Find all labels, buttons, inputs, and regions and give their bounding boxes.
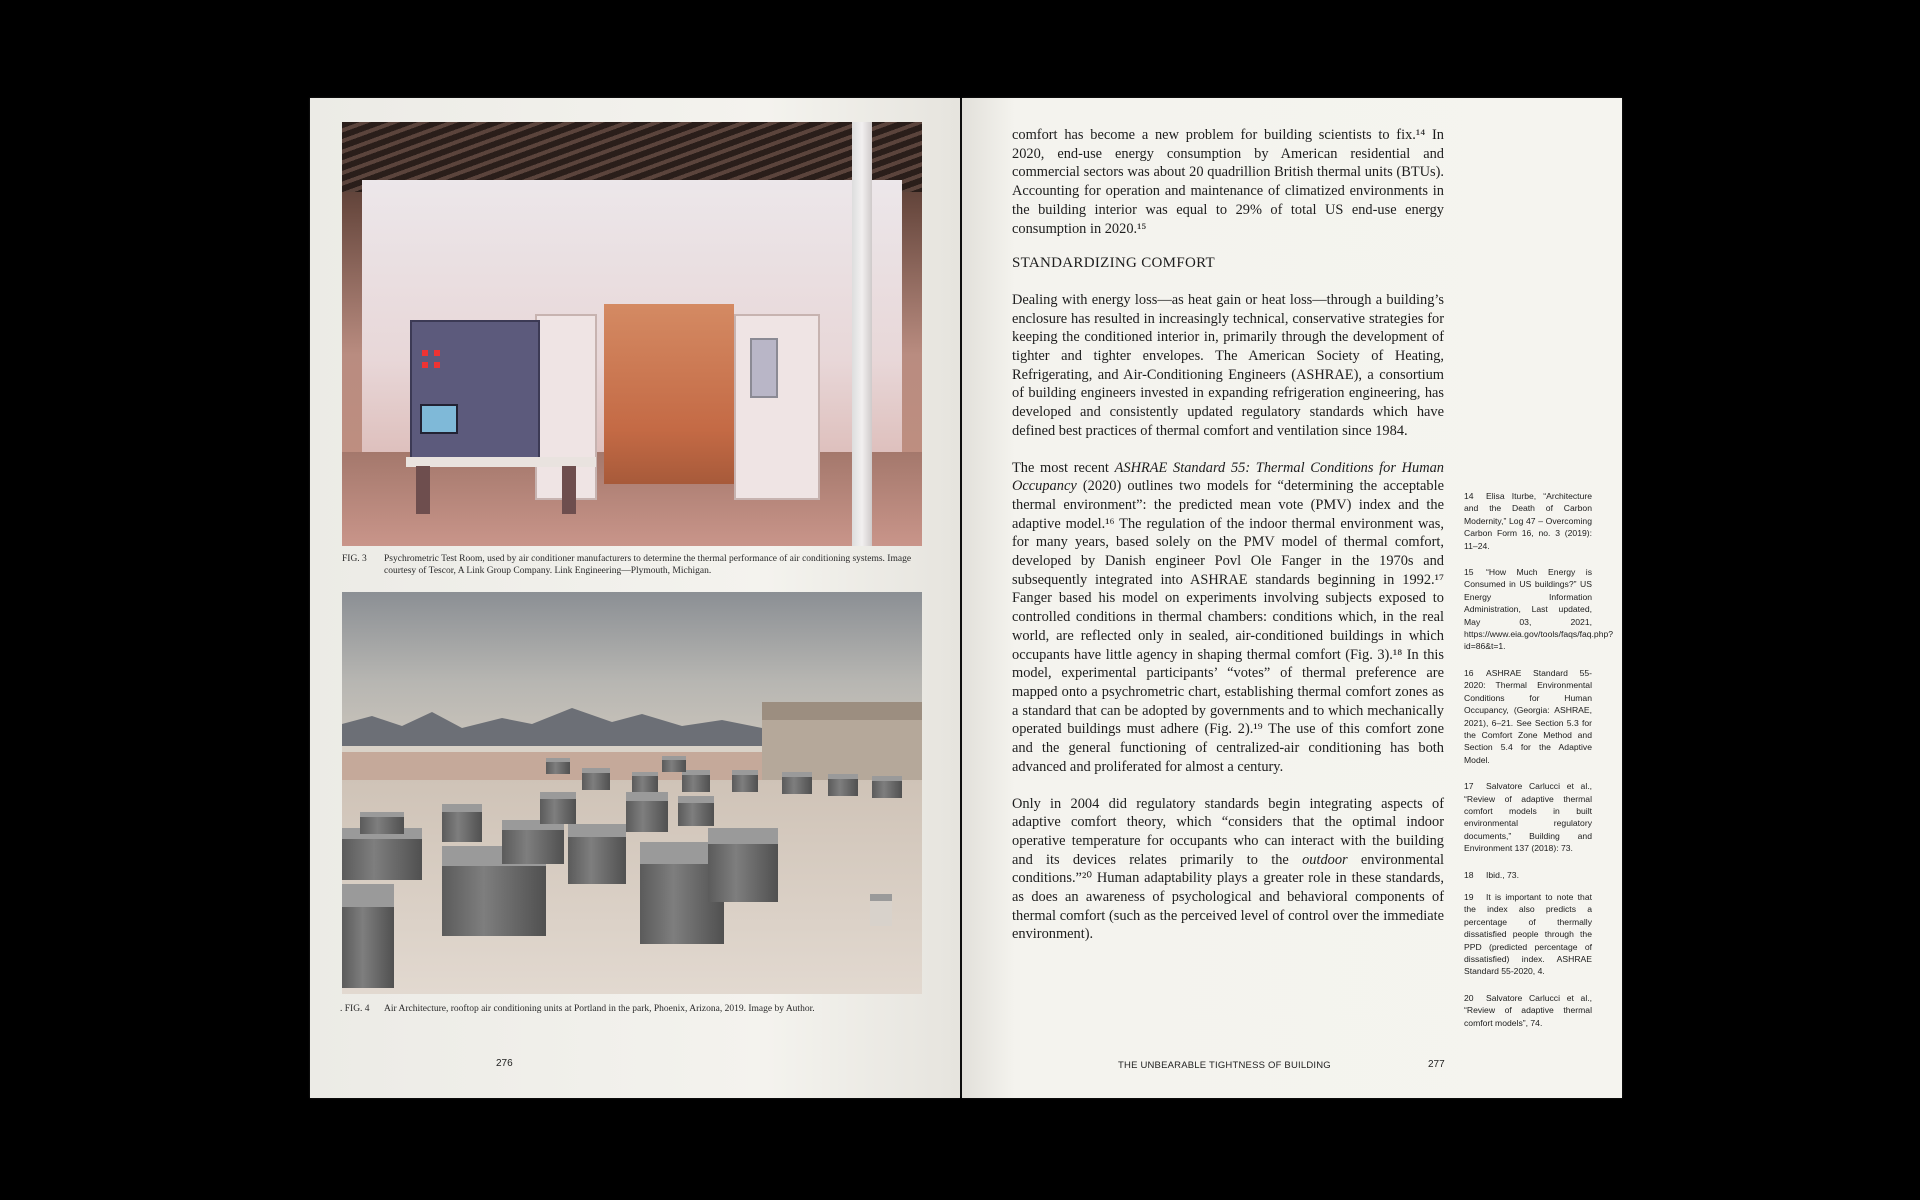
ac-unit: [360, 812, 404, 834]
paragraph-3-rest: environmental conditions.”²⁰ Human adaptability plays a greater role in these standards, as does an awareness of psychological and behavioral components of thermal comfort (such as the perceived level of control over the immediate environment).: [1012, 851, 1444, 943]
paragraph-2-rest: (2020) outlines two models for “determining the acceptable thermal environment”: the predicted mean vote (PMV) index and the adaptive model.¹⁶ The regulation of the indoor thermal environment was, for many years, based solely on the PMV model of thermal comfort, developed by Danish engineer Povl Ole Fanger in the 1970s and subsequently integrated into ASHRAE standards beginning in 1992.¹⁷ Fanger based his model on experiments involving subjects exposed to controlled conditions in thermal chambers: conditions which, in the real world, are reflected only in sealed, air-conditioned buildings in which occupants have little agency in shaping thermal comfort (Fig. 3).¹⁸ In this model, experimental participants’ “votes” of thermal preference are mapped onto a psychrometric chart, establishing thermal comfort zones as a standard that can be adopted by governments and to which mechanically operated buildings must adhere (Fig. 2).¹⁹ The use of this comfort zone and the general functioning of centralized-air conditioning has both advanced and proliferated for almost a century.: [1012, 478, 1444, 775]
footnote-text: Elisa Iturbe, “Architecture and the Death of Carbon Modernity,” Log 47 – Overcoming Carbon Form 16, no. 3 (2019): 11–24.: [1464, 491, 1592, 551]
ac-unit: [342, 828, 422, 880]
footnote-number: 16: [1464, 667, 1474, 678]
footnote: [1464, 992, 1592, 1029]
footnote-text: Ibid., 73.: [1486, 869, 1519, 880]
footnote-number: 17: [1464, 781, 1474, 792]
footnote-text: Salvatore Carlucci et al., “Review of adaptive thermal comfort models”, 74.: [1464, 992, 1592, 1028]
running-head: THE UNBEARABLE TIGHTNESS OF BUILDING: [1118, 1060, 1331, 1071]
paragraph-3-lead: Only in 2004 did regulatory standards begin integrating aspects of adaptive comfort theory, which “considers that the optimal indoor operative temperature for occupants who can interact with the building and its devices relates primarily to the: [1012, 795, 1444, 868]
section-heading: STANDARDIZING COMFORT: [1012, 255, 1215, 272]
vent-stack: [870, 894, 892, 926]
ac-unit: [546, 758, 570, 774]
footnote: [1464, 667, 1592, 766]
ac-unit: [442, 804, 482, 842]
left-page: [310, 98, 960, 1098]
desk-leg: [416, 466, 430, 514]
column: [852, 122, 872, 546]
emphasis-outdoor: outdoor: [1302, 851, 1348, 868]
ac-unit: [632, 772, 658, 792]
ac-unit: [678, 796, 714, 826]
footnote-number: 14: [1464, 491, 1474, 501]
paragraph-1: Dealing with energy loss—as heat gain or heat loss—through a building’s enclosure has resulted in increasingly technical, conservative strategies for keeping the conditioned interior in, primarily through the development of tighter and tighter envelopes. The American Society of Heating, Refrigerating, and Air-Conditioning Engineers (ASHRAE), a consortium of building engineers invested in expanding refrigeration engineering, has developed and consistently updated regulatory standards which have defined best practices of thermal comfort and ventilation since 1984.: [1012, 291, 1444, 439]
footnote-text: “How Much Energy is Consumed in US buildings?” US Energy Information Administration, Last updated, May 03, 2021, https://www.eia.gov/tools/faqs/faq.php?id=86&t=1.: [1464, 567, 1614, 652]
footnote: [1464, 490, 1592, 552]
footnote-number: 20: [1464, 992, 1474, 1003]
footnote-text: It is important to note that the index also predicts a percentage of thermally dissatisfied people through the PPD (predicted percentage of dissatisfied) index. ASHRAE Standard 55-2020, 4.: [1464, 891, 1592, 977]
monitor: [420, 404, 458, 434]
fig3-caption-text: Psychrometric Test Room, used by air conditioner manufacturers to determine the thermal performance of air conditioning systems. Image courtesy of Tescor, A Link Group Company. Link Engineering—Plymouth, Michigan.: [384, 554, 912, 576]
desk-leg: [562, 466, 576, 514]
footnote: [1464, 566, 1614, 653]
right-page: [962, 98, 1622, 1098]
ac-unit: [708, 828, 778, 902]
ac-unit: [502, 820, 564, 864]
ac-unit: [682, 770, 710, 792]
fig3-label: FIG. 3: [342, 554, 367, 564]
body-text-column: [1012, 126, 1444, 944]
ac-unit: [626, 792, 668, 832]
footnote: [1464, 780, 1592, 854]
fig4-label: . FIG. 4: [340, 1004, 370, 1014]
mountains: [342, 704, 762, 746]
control-panel: [410, 320, 540, 462]
footnote: [1464, 891, 1592, 978]
ac-unit: [828, 774, 858, 796]
ac-unit: [782, 772, 812, 794]
ac-unit: [662, 756, 686, 772]
paragraph-2-lead: The most recent: [1012, 459, 1115, 476]
fig4-caption-text: Air Architecture, rooftop air conditioning units at Portland in the park, Phoenix, Arizona, 2019. Image by Author.: [384, 1004, 815, 1014]
ac-unit: [540, 792, 576, 824]
footnote-number: 18: [1464, 869, 1474, 880]
paragraph-intro: comfort has become a new problem for building scientists to fix.¹⁴ In 2020, end-use energy consumption by American residential and commercial sectors was about 20 quadrillion British thermal units (BTUs). Accounting for operation and maintenance of climatized environments in the building interior was equal to 29% of total US end-use energy consumption in 2020.¹⁵: [1012, 127, 1444, 237]
fig4-photo-rooftop-units: [342, 592, 922, 994]
ac-unit: [732, 770, 758, 792]
paragraph-2: [1012, 459, 1444, 777]
paragraph-3: [1012, 795, 1444, 945]
footnote-text: Salvatore Carlucci et al., “Review of adaptive thermal comfort models in built environmental regulatory documents,” Building and Environment 137 (2018): 73.: [1464, 781, 1592, 854]
ac-unit: [872, 776, 902, 798]
footnote-number: 15: [1464, 567, 1474, 578]
ac-unit: [582, 768, 610, 790]
footnote-text: ASHRAE Standard 55-2020: Thermal Environmental Conditions for Human Occupancy, (Georgia: ASHRAE, 2021), 6–21. See Section 5.3 for the Comfort Zone Method and Section 5.4 for the Adaptive Model.: [1464, 667, 1592, 765]
footnotes: [1464, 490, 1614, 1043]
footnote-number: 19: [1464, 891, 1474, 902]
door-window: [750, 338, 778, 398]
page-number-left: 276: [496, 1058, 513, 1069]
ac-unit: [342, 884, 394, 988]
chamber-opening: [604, 304, 734, 484]
ac-unit: [568, 824, 626, 884]
footnote: [1464, 869, 1592, 881]
standard-title: ASHRAE Standard 55: Thermal Conditions for Human Occupancy: [1012, 459, 1444, 495]
page-number-right: 277: [1428, 1059, 1445, 1070]
fig3-photo-psychrometric-room: [342, 122, 922, 546]
